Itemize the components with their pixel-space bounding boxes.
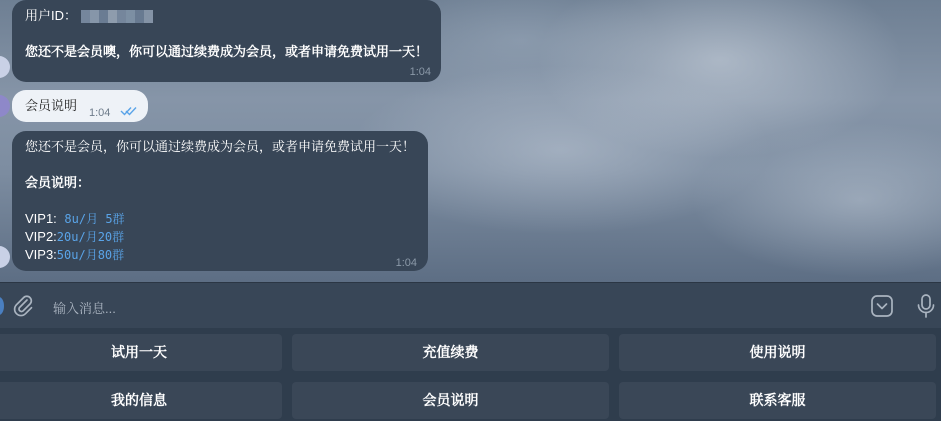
message-composer (0, 282, 941, 329)
bot-message-3 (12, 131, 428, 271)
double-check-icon (120, 106, 138, 116)
reply-keyboard (0, 328, 941, 421)
message-3-time: 1:04 (395, 257, 417, 269)
message-input[interactable]: 输入消息... (53, 301, 116, 316)
user-id-label: 用户ID： (25, 8, 78, 23)
bot-message-1 (12, 0, 441, 82)
bot-avatar-2[interactable] (0, 246, 10, 268)
button-usage-guide[interactable]: 使用说明 (619, 334, 936, 371)
message-3-heading: 会员说明： (25, 175, 91, 190)
composer-left-edge (0, 297, 4, 315)
message-3-intro: 您还不是会员，你可以通过续费成为会员，或者申请免费试用一天！ (25, 139, 416, 154)
button-membership-info[interactable]: 会员说明 (292, 382, 609, 419)
vip3-value[interactable]: 50u/月80群 (56, 248, 125, 262)
bot-avatar[interactable] (0, 56, 10, 78)
user-message-2 (12, 90, 148, 122)
button-trial-one-day[interactable]: 试用一天 (0, 334, 282, 371)
vip1-line (25, 210, 125, 228)
button-recharge[interactable]: 充值续费 (292, 334, 609, 371)
vip2-line (25, 228, 124, 246)
vip2-value[interactable]: 20u/月20群 (56, 230, 125, 244)
user-id-redacted (81, 10, 153, 23)
microphone-icon[interactable] (915, 293, 937, 319)
message-2-text: 会员说明 (25, 98, 78, 113)
message-1-text: 您还不是会员噢，你可以通过续费成为会员，或者申请免费试用一天！ (25, 44, 429, 59)
vip1-label: VIP1: (25, 211, 57, 226)
button-contact-support[interactable]: 联系客服 (619, 382, 936, 419)
message-2-time: 1:04 (89, 107, 111, 119)
button-my-info[interactable]: 我的信息 (0, 382, 282, 419)
sticker-icon[interactable] (870, 294, 894, 318)
vip1-value[interactable]: 8u/月 5群 (64, 212, 125, 226)
user-avatar[interactable] (0, 95, 10, 117)
vip3-label: VIP3: (25, 247, 57, 262)
paperclip-icon[interactable] (12, 294, 34, 318)
message-1-time: 1:04 (409, 66, 431, 78)
vip3-line (25, 246, 124, 264)
vip2-label: VIP2: (25, 229, 57, 244)
